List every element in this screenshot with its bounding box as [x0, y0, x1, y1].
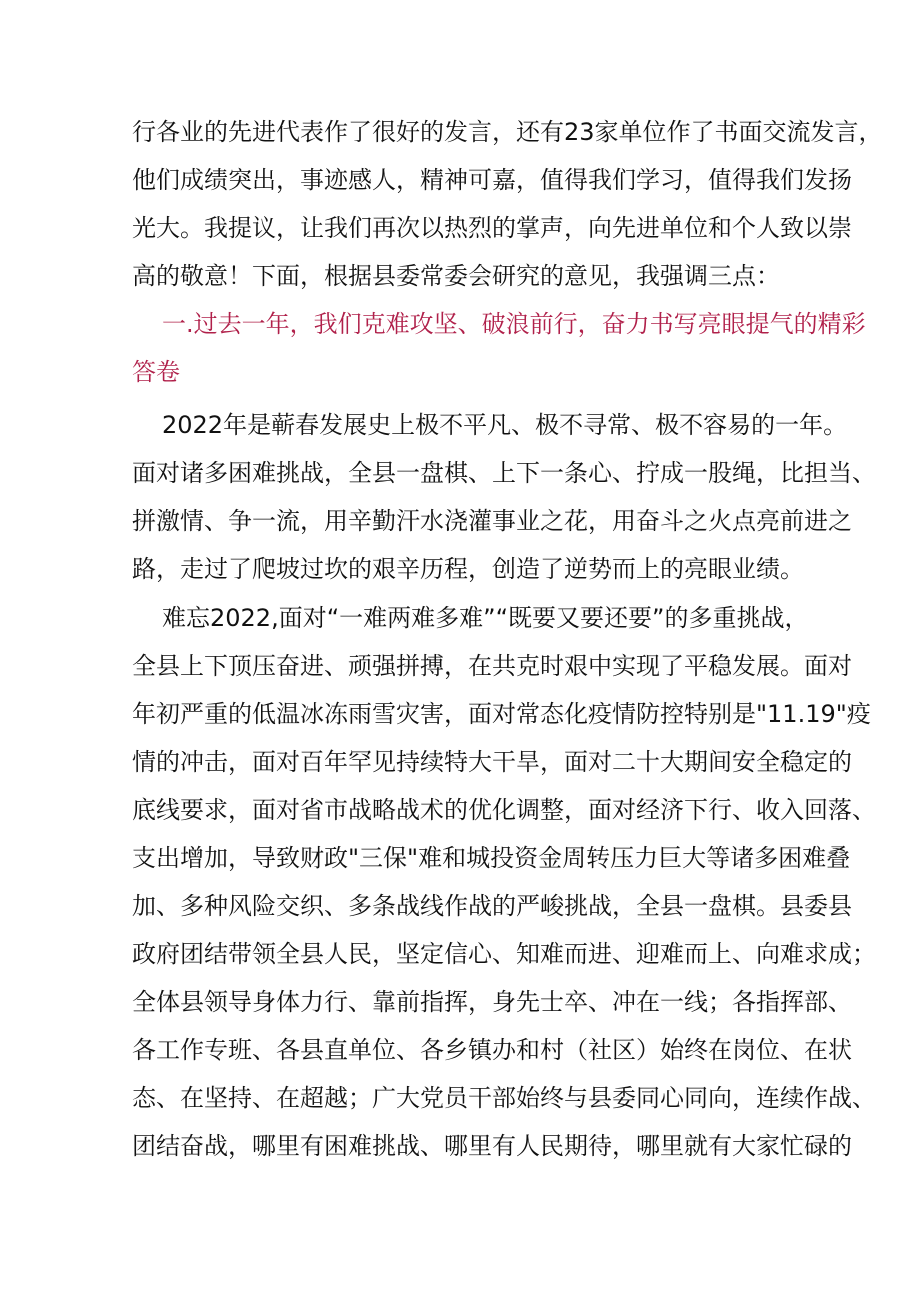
paragraph-line: 2022年是蕲春发展史上极不平凡、极不寻常、极不容易的一年。 [162, 411, 848, 439]
paragraph-line: 他们成绩突出，事迹感人，精神可嘉，值得我们学习，值得我们发扬 [132, 166, 852, 194]
paragraph-line: 行各业的先进代表作了很好的发言，还有23家单位作了书面交流发言， [132, 118, 883, 146]
paragraph-line: 态、在坚持、在超越；广大党员干部始终与县委同心同向，连续作战、 [132, 1084, 876, 1112]
paragraph-line: 各工作专班、各县直单位、各乡镇办和村（社区）始终在岗位、在状 [132, 1036, 852, 1064]
paragraph-line: 光大。我提议，让我们再次以热烈的掌声，向先进单位和个人致以崇 [132, 214, 852, 242]
paragraph-line: 支出增加，导致财政"三保"难和城投资金周转压力巨大等诸多困难叠 [132, 844, 851, 872]
paragraph-line: 全县上下顶压奋进、顽强拼搏，在共克时艰中实现了平稳发展。面对 [132, 652, 852, 680]
paragraph-line: 全体县领导身体力行、靠前指挥，身先士卒、冲在一线；各指挥部、 [132, 988, 852, 1016]
paragraph-line: 团结奋战，哪里有困难挑战、哪里有人民期待，哪里就有大家忙碌的 [132, 1132, 852, 1160]
section-heading-continuation: 答卷 [132, 358, 180, 386]
paragraph-line: 路，走过了爬坡过坎的艰辛历程，创造了逆势而上的亮眼业绩。 [132, 555, 804, 583]
paragraph-line: 难忘2022,面对“一难两难多难”“既要又要还要”的多重挑战， [162, 604, 809, 632]
paragraph-line: 年初严重的低温冰冻雨雪灾害，面对常态化疫情防控特别是"11.19"疫 [132, 700, 871, 728]
paragraph-line: 政府团结带领全县人民，坚定信心、知难而进、迎难而上、向难求成； [132, 940, 876, 968]
paragraph-line: 高的敬意！下面，根据县委常委会研究的意见，我强调三点： [132, 262, 780, 290]
paragraph-line: 情的冲击，面对百年罕见持续特大干旱，面对二十大期间安全稳定的 [132, 748, 852, 776]
paragraph-line: 拼激情、争一流，用辛勤汗水浇灌事业之花，用奋斗之火点亮前进之 [132, 507, 852, 535]
paragraph-line: 底线要求，面对省市战略战术的优化调整，面对经济下行、收入回落、 [132, 796, 876, 824]
paragraph-line: 加、多种风险交织、多条战线作战的严峻挑战，全县一盘棋。县委县 [132, 892, 852, 920]
paragraph-line: 面对诸多困难挑战，全县一盘棋、上下一条心、拧成一股绳，比担当、 [132, 459, 876, 487]
section-heading: 一.过去一年，我们克难攻坚、破浪前行，奋力书写亮眼提气的精彩 [162, 310, 866, 338]
